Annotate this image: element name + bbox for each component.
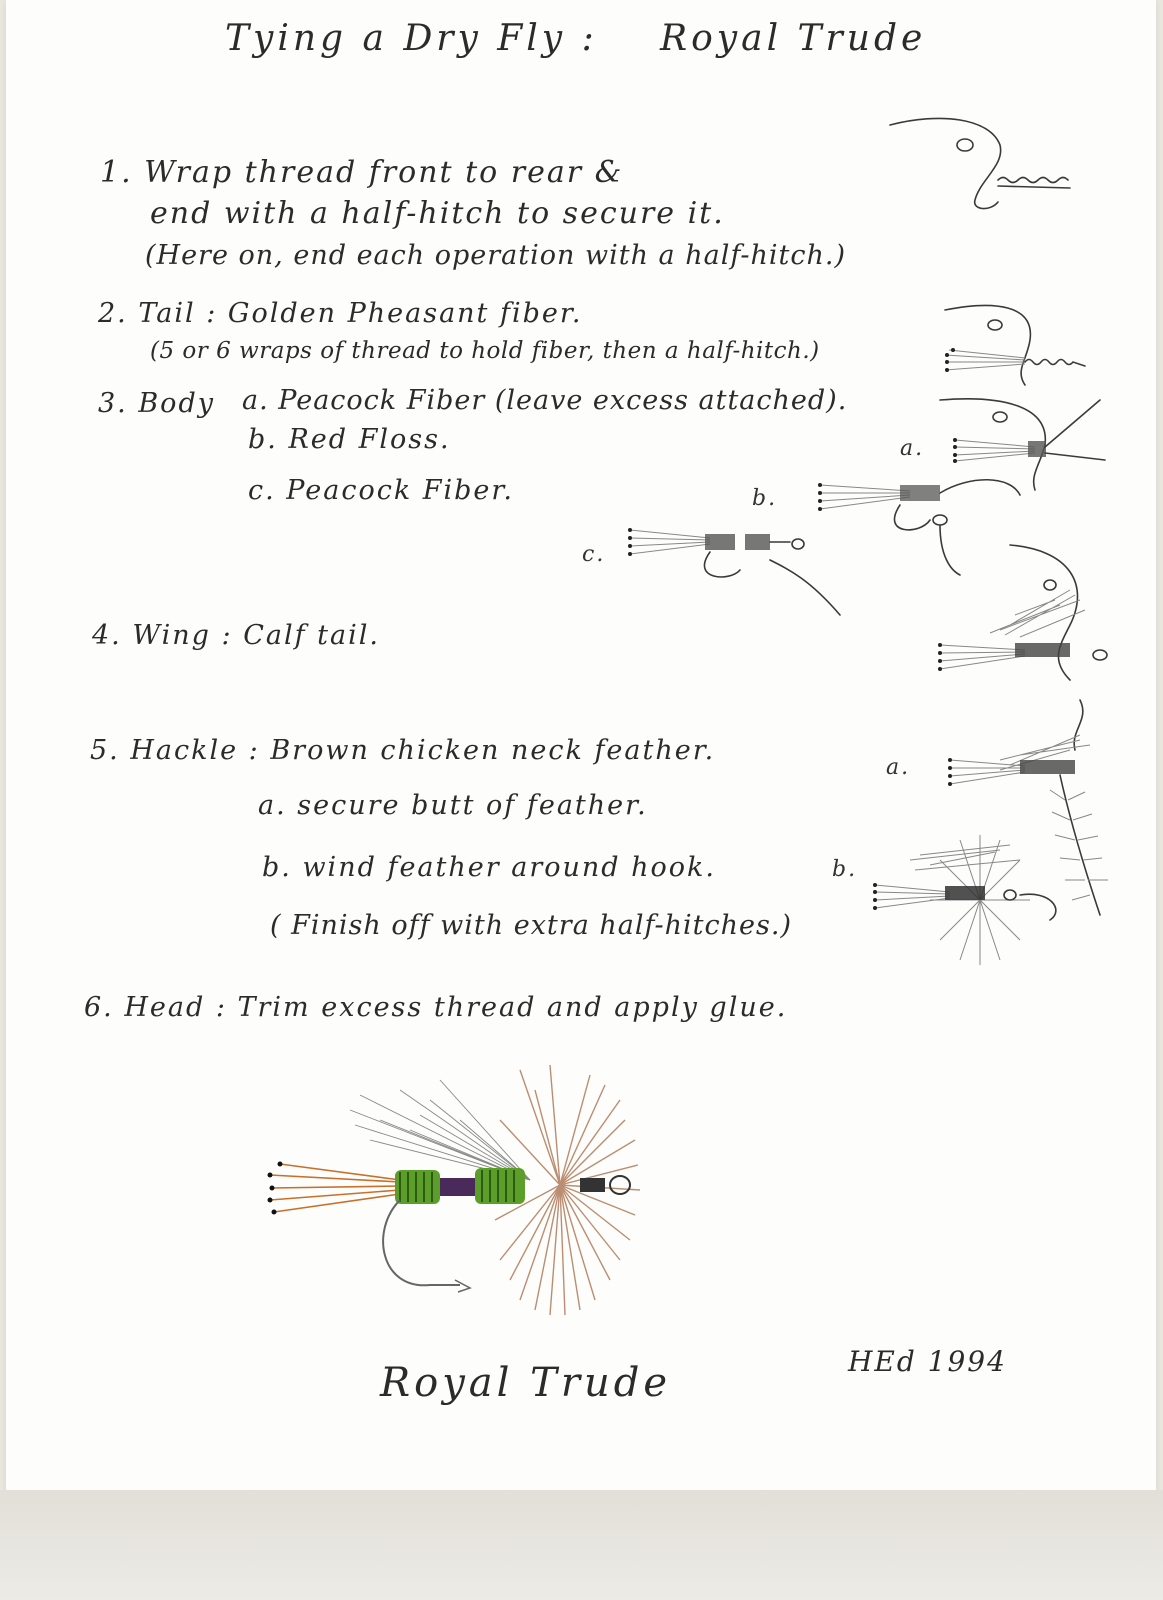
step3-b: b. Red Floss. [248,424,451,455]
figure-label-body-b: b. [752,486,778,511]
step5-line1: 5. Hackle : Brown chicken neck feather. [90,735,716,766]
figure-label-hackle-b: b. [832,857,858,882]
tail-sketch [935,300,1095,400]
figure-label-hackle-a: a. [886,755,911,780]
hook-thread-sketch [880,110,1090,220]
step3-heading: 3. Body [98,388,215,419]
step1-line1: 1. Wrap thread front to rear & [100,155,624,190]
wing-sketch [930,545,1130,695]
step2-line2: (5 or 6 wraps of thread to hold fiber, then a half-hitch.) [150,338,820,364]
figure-label-body-a: a. [900,436,925,461]
step2-line1: 2. Tail : Golden Pheasant fiber. [98,298,583,329]
step1-line2: end with a half-hitch to secure it. [150,196,725,231]
artist-signature: HEd 1994 [848,1345,1007,1378]
hackle-b-sketch [870,830,1070,970]
step3-c: c. Peacock Fiber. [248,475,514,506]
royal-trude-illustration [260,1060,680,1330]
body-c-sketch [620,520,860,620]
figure-label-body-c: c. [582,542,606,567]
title-right: Royal Trude [660,18,927,59]
title-left: Tying a Dry Fly : [225,18,598,59]
step6-line1: 6. Head : Trim excess thread and apply glue. [84,992,788,1023]
step3-a: a. Peacock Fiber (leave excess attached). [242,385,848,416]
step5-a: a. secure butt of feather. [258,790,648,821]
step4-line1: 4. Wing : Calf tail. [92,620,380,651]
fly-caption: Royal Trude [380,1360,671,1406]
scanner-bed [0,1490,1163,1600]
step5-note: ( Finish off with extra half-hitches.) [270,910,792,941]
step1-line3: (Here on, end each operation with a half-hitch.) [145,240,846,271]
step5-b: b. wind feather around hook. [262,852,716,883]
